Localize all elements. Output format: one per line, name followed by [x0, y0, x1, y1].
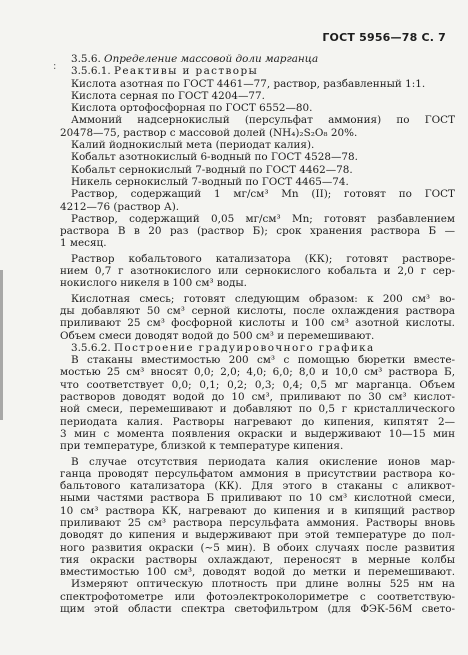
text-line: 3.5.6.1. Реактивы и растворы	[71, 65, 259, 78]
text-line: Кислота азотная по ГОСТ 4461—77, раствор, разбавленный 1:1.	[71, 77, 426, 90]
text-line: раствора В в 20 раз (раствор Б); срок хранения раствора Б —	[60, 225, 455, 238]
text-line: 10 см³ раствора КК, нагревают до кипения и в кипящий раствор	[60, 504, 455, 517]
text-line: доводят до кипения и выдерживают при этой температуре до пол-	[60, 529, 455, 542]
text-line: Раствор, содержащий 1 мг/см³ Mn (II); готовят по ГОСТ	[71, 188, 455, 201]
text-line: вместимостью 100 см³, доводят водой до метки и перемешивают.	[60, 566, 455, 579]
text-line: ной смеси, перемешивают и добавляют по 0,5 г кристаллического	[60, 403, 455, 416]
page-header: ГОСТ 5956—78 С. 7	[322, 31, 446, 44]
text-line: периодата калия. Растворы нагревают до кипения, кипятят 2—	[60, 415, 455, 428]
text-line: 3.5.6. Определение массовой доли марганца	[71, 53, 319, 65]
text-line: спектрофотометре или фотоэлектроколориметре с соответствую-	[60, 590, 455, 603]
scan-mark: :	[53, 61, 57, 72]
text-line: нием 0,7 г азотнокислого или сернокислого кобальта и 2,0 г сер-	[60, 265, 455, 278]
text-line: приливают 25 см³ фосфорной кислоты и 100 см³ азотной кислоты.	[60, 317, 455, 330]
text-line: Объем смеси доводят водой до 500 см³ и перемешивают.	[60, 329, 375, 342]
text-line: ды добавляют 50 см³ серной кислоты, после охлаждения раствора	[60, 304, 455, 317]
text-line: Раствор, содержащий 0,05 мг/см³ Mn; готовят разбавлением	[71, 212, 455, 225]
text-line: Калий йоднокислый мета (периодат калия).	[71, 139, 315, 152]
text-line: 20478—75, раствор с массовой долей (NH₄)₂S₂O₈ 20%.	[60, 126, 358, 139]
scan-edge	[0, 270, 3, 420]
text-line: 1 месяц.	[60, 237, 107, 250]
text-line: при температуре, близкой к температуре кипения.	[60, 440, 344, 453]
text-line: Кислотная смесь; готовят следующим образом: к 200 см³ во-	[71, 292, 455, 305]
text-line: ганца проводят персульфатом аммония в присутствии раствора ко-	[60, 467, 455, 480]
text-line: Кислота ортофосфорная по ГОСТ 6552—80.	[71, 102, 313, 115]
text-line: 4212—76 (раствор А).	[60, 200, 180, 213]
document-body	[60, 53, 455, 615]
text-line: Раствор кобальтового катализатора (КК); готовят растворе-	[71, 252, 455, 265]
text-line: ного развития окраски (∼5 мин). В обоих случаях после развития	[60, 541, 455, 554]
text-line: Аммоний надсернокислый (персульфат аммония) по ГОСТ	[71, 114, 455, 127]
text-line: растворов доводят водой до 10 см³, приливают по 30 см³ кислот-	[60, 391, 455, 404]
text-line: мостью 25 см³ вносят 0,0; 2,0; 4,0; 6,0; 8,0 и 10,0 см³ раствора Б,	[60, 366, 455, 379]
text-line: 3.5.6.2. Построение градуировочного графика	[71, 341, 375, 354]
text-line: Никель сернокислый 7-водный по ГОСТ 4465—74.	[71, 175, 349, 188]
text-line: тия окраски растворы охлаждают, переносят в мерные колбы	[60, 553, 455, 566]
text-line: В стаканы вместимостью 200 см³ с помощью бюретки вместе-	[71, 354, 455, 367]
text-line: Кобальт сернокислый 7-водный по ГОСТ 4462—78.	[71, 163, 353, 176]
text-line: 3 мин с момента появления окраски и выдерживают 10—15 мин	[60, 427, 455, 440]
text-line: что соответствует 0,0; 0,1; 0,2; 0,3; 0,4; 0,5 мг марганца. Объем	[60, 378, 455, 391]
text-line: приливают 25 см³ раствора персульфата аммония. Растворы вновь	[60, 516, 455, 529]
text-line: бальтового катализатора (КК). Для этого в стаканы с аликвот-	[60, 480, 455, 493]
text-line: нокислого никеля в 100 см³ воды.	[60, 277, 247, 290]
text-line: Кобальт азотнокислый 6-водный по ГОСТ 4528—78.	[71, 151, 358, 164]
text-line: Измеряют оптическую плотность при длине волны 525 нм на	[71, 578, 455, 591]
text-line: ными частями раствора Б приливают по 10 см³ кислотной смеси,	[60, 492, 455, 505]
text-line: В случае отсутствия периодата калия окисление ионов мар-	[71, 455, 455, 468]
text-line: Кислота серная по ГОСТ 4204—77.	[71, 89, 265, 102]
text-line: щим этой области спектра светофильтром (для ФЭК-56М свето-	[60, 603, 455, 616]
